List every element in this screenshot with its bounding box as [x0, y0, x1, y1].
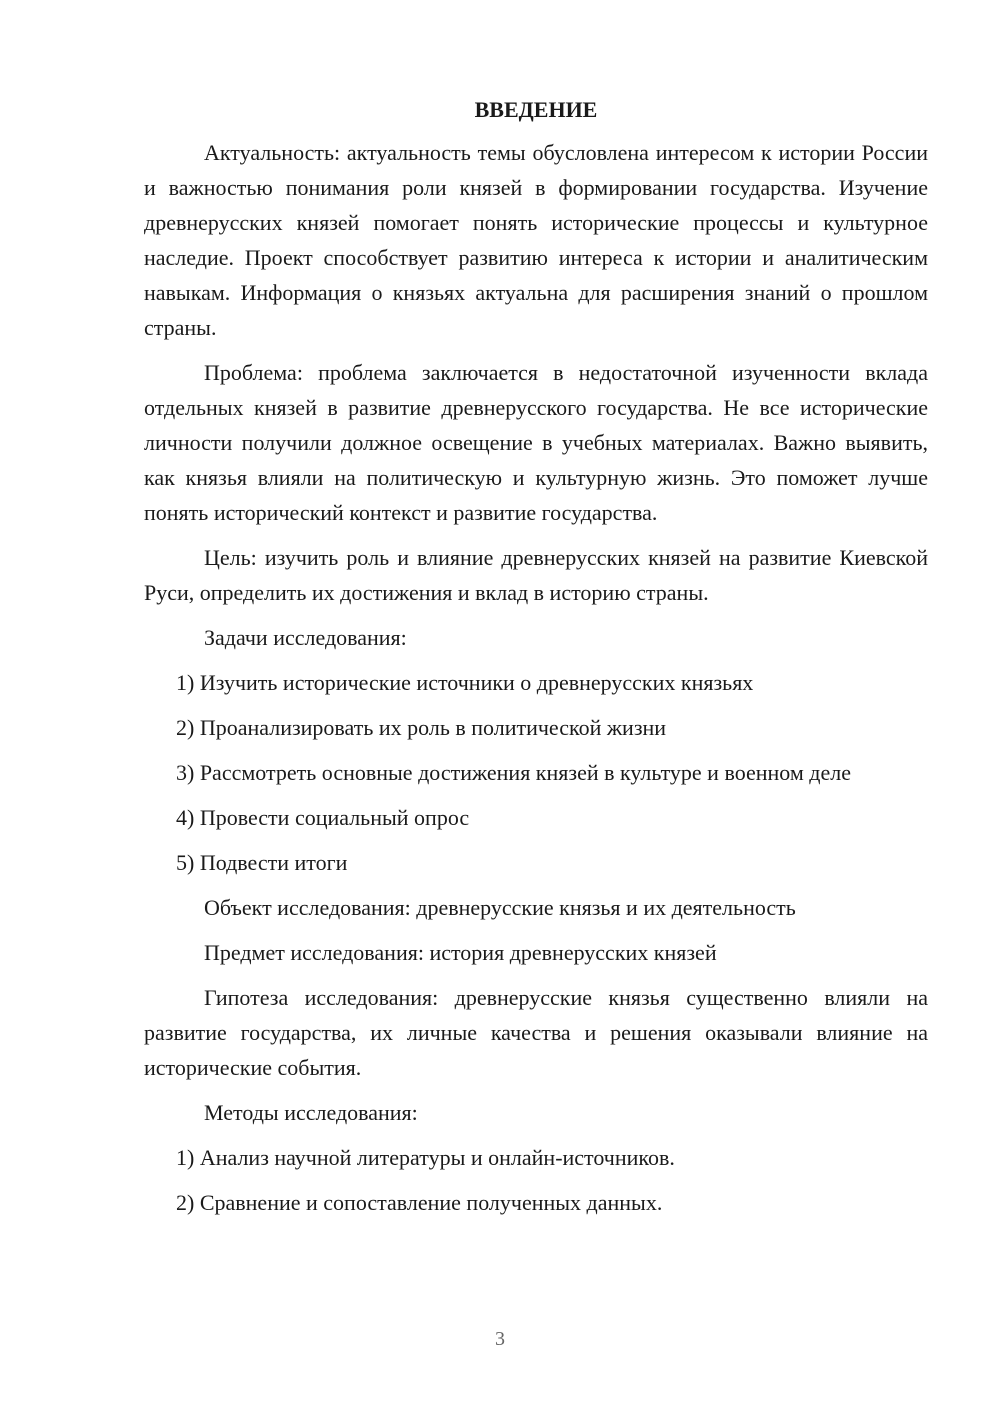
page-number: 3 [495, 1328, 505, 1350]
document-page [144, 92, 928, 1230]
tasks-title: Задачи исследования: [204, 625, 407, 650]
task-item: 3) Рассмотреть основные достижения князей в культуре и военном деле [176, 760, 851, 785]
method-item: 2) Сравнение и сопоставление полученных данных. [176, 1190, 663, 1215]
task-item: 2) Проанализировать их роль в политической жизни [176, 715, 667, 740]
problem-paragraph: Проблема: проблема заключается в недостаточной изученности вклада отдельных князей в развитие древнерусского государства. Не все исторические личности получили должное освещение в учебных материалах. Важно выявить, как князья влияли на политическую и культурную жизнь. Это поможет лучше понять исторический контекст и развитие государства. [144, 360, 928, 525]
page-title: ВВЕДЕНИЕ [474, 97, 598, 122]
subject-paragraph: Предмет исследования: история древнерусских князей [204, 940, 717, 965]
goal-paragraph: Цель: изучить роль и влияние древнерусских князей на развитие Киевской Руси, определить их достижения и вклад в историю страны. [144, 545, 928, 605]
hypothesis-paragraph: Гипотеза исследования: древнерусские князья существенно влияли на развитие государства, их личные качества и решения оказывали влияние на исторические события. [144, 985, 928, 1080]
method-item: 1) Анализ научной литературы и онлайн-источников. [176, 1145, 675, 1170]
task-item: 1) Изучить исторические источники о древнерусских князьях [176, 670, 754, 695]
object-paragraph: Объект исследования: древнерусские князья и их деятельность [204, 895, 796, 920]
methods-title: Методы исследования: [204, 1100, 418, 1125]
task-item: 5) Подвести итоги [176, 850, 348, 875]
task-item: 4) Провести социальный опрос [176, 805, 470, 830]
relevance-paragraph: Актуальность: актуальность темы обусловлена интересом к истории России и важностью понимания роли князей в формировании государства. Изучение древнерусских князей помогает понять исторические процессы и культурное наследие. Проект способствует развитию интереса к истории и аналитическим навыкам. Информация о князьях актуальна для расширения знаний о прошлом страны. [144, 140, 928, 340]
